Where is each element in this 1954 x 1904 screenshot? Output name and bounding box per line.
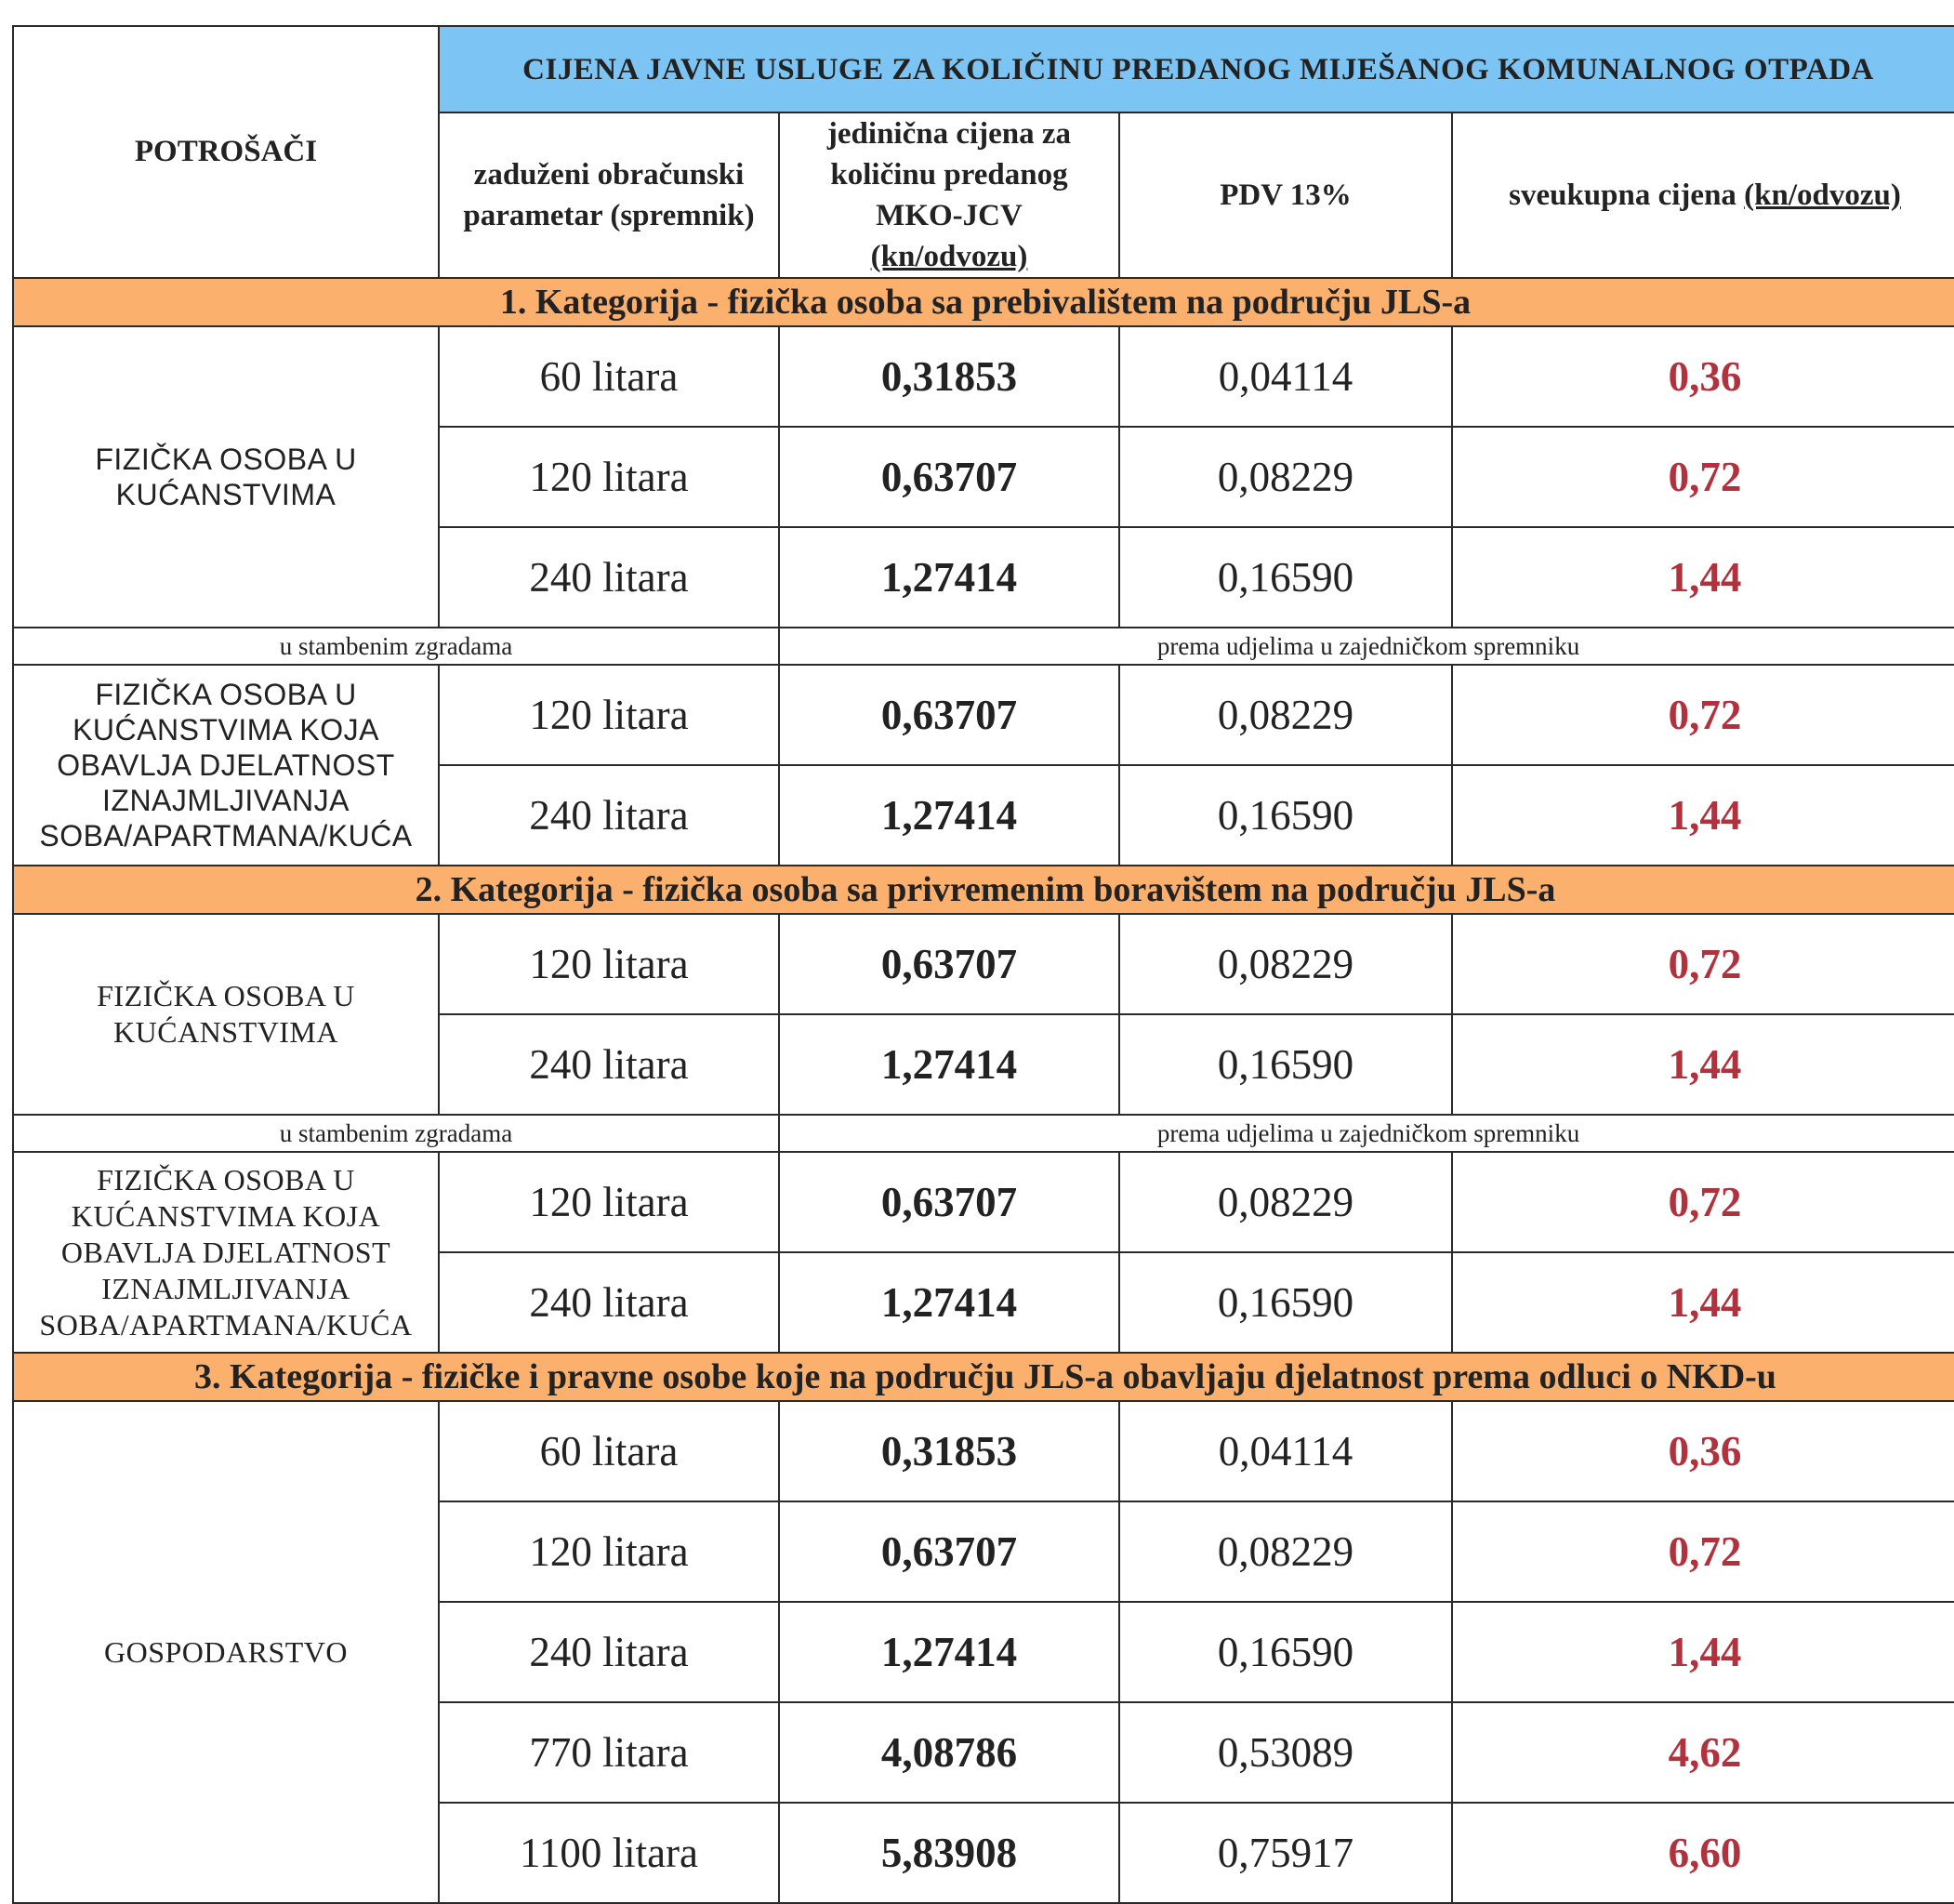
shared-container-note: prema udjelima u zajedničkom spremniku (779, 1115, 1954, 1152)
total-price: 0,36 (1452, 326, 1954, 427)
container-size: 120 litara (439, 1152, 779, 1252)
group-business: GOSPODARSTVO (13, 1401, 439, 1903)
category-3-title: 3. Kategorija - fizičke i pravne osobe koje na području JLS-a obavljaju djelatnost prema odluci o NKD-u (13, 1353, 1954, 1401)
vat-amount: 0,04114 (1119, 326, 1452, 427)
group-rental: FIZIČKA OSOBA U KUĆANSTVIMA KOJA OBAVLJA DJELATNOST IZNAJMLJIVANJA SOBA/APARTMANA/KUĆA (13, 1152, 439, 1353)
category-1-title: 1. Kategorija - fizička osoba sa prebivalištem na području JLS-a (13, 278, 1954, 326)
vat-amount: 0,04114 (1119, 1401, 1452, 1501)
header-row-1 (13, 26, 1954, 112)
group-household: FIZIČKA OSOBA U KUĆANSTVIMA (13, 914, 439, 1115)
total-price-unit: (kn/odvozu) (1744, 178, 1901, 212)
table-row (13, 665, 1954, 765)
unit-price-unit: (kn/odvozu) (870, 240, 1028, 273)
container-size: 240 litara (439, 1602, 779, 1702)
main-title: CIJENA JAVNE USLUGE ZA KOLIČINU PREDANOG MIJEŠANOG KOMUNALNOG OTPADA (439, 26, 1954, 112)
unit-price: 1,27414 (779, 1014, 1119, 1115)
container-size: 60 litara (439, 326, 779, 427)
vat-amount: 0,08229 (1119, 665, 1452, 765)
vat-column-header: PDV 13% (1119, 112, 1452, 278)
table-row (13, 1152, 1954, 1252)
vat-amount: 0,75917 (1119, 1803, 1452, 1903)
unit-price: 1,27414 (779, 1602, 1119, 1702)
vat-amount: 0,08229 (1119, 1152, 1452, 1252)
total-price: 6,60 (1452, 1803, 1954, 1903)
unit-price: 0,31853 (779, 326, 1119, 427)
vat-amount: 0,53089 (1119, 1702, 1452, 1803)
unit-price: 0,31853 (779, 1401, 1119, 1501)
unit-price-label: jedinična cijena za količinu predanog MKO-JCV (826, 117, 1072, 232)
vat-amount: 0,16590 (1119, 527, 1452, 628)
container-size: 120 litara (439, 665, 779, 765)
group-household: FIZIČKA OSOBA U KUĆANSTVIMA (13, 326, 439, 628)
total-column-header (1452, 112, 1954, 278)
group-rental: FIZIČKA OSOBA U KUĆANSTVIMA KOJA OBAVLJA DJELATNOST IZNAJMLJIVANJA SOBA/APARTMANA/KUĆA (13, 665, 439, 866)
unit-price: 1,27414 (779, 765, 1119, 866)
table-row (13, 1401, 1954, 1501)
unit-price: 1,27414 (779, 1252, 1119, 1353)
container-size: 240 litara (439, 765, 779, 866)
total-price: 0,72 (1452, 427, 1954, 527)
residential-note: u stambenim zgradama (13, 1115, 779, 1152)
vat-amount: 0,16590 (1119, 765, 1452, 866)
unit-price: 4,08786 (779, 1702, 1119, 1803)
unit-price-column-header (779, 112, 1119, 278)
shared-container-note: prema udjelima u zajedničkom spremniku (779, 628, 1954, 665)
category-3-row (13, 1353, 1954, 1401)
table-row (13, 326, 1954, 427)
container-size: 120 litara (439, 914, 779, 1014)
category-1-row (13, 278, 1954, 326)
total-price: 0,72 (1452, 665, 1954, 765)
container-size: 240 litara (439, 527, 779, 628)
container-size: 1100 litara (439, 1803, 779, 1903)
total-price: 0,72 (1452, 914, 1954, 1014)
container-size: 240 litara (439, 1252, 779, 1353)
container-size: 60 litara (439, 1401, 779, 1501)
total-price: 1,44 (1452, 527, 1954, 628)
category-2-title: 2. Kategorija - fizička osoba sa privremenim boravištem na području JLS-a (13, 866, 1954, 914)
unit-price: 5,83908 (779, 1803, 1119, 1903)
total-price: 0,72 (1452, 1501, 1954, 1602)
table-row (13, 914, 1954, 1014)
consumers-header: POTROŠAČI (13, 26, 439, 278)
category-2-row (13, 866, 1954, 914)
unit-price: 0,63707 (779, 914, 1119, 1014)
vat-amount: 0,08229 (1119, 914, 1452, 1014)
total-price: 1,44 (1452, 1014, 1954, 1115)
vat-amount: 0,16590 (1119, 1252, 1452, 1353)
residential-note: u stambenim zgradama (13, 628, 779, 665)
price-table (12, 25, 1954, 1904)
vat-amount: 0,08229 (1119, 427, 1452, 527)
container-size: 240 litara (439, 1014, 779, 1115)
vat-amount: 0,16590 (1119, 1602, 1452, 1702)
param-column-header: zaduženi obračunski parametar (spremnik) (439, 112, 779, 278)
unit-price: 1,27414 (779, 527, 1119, 628)
total-price: 0,72 (1452, 1152, 1954, 1252)
total-price: 1,44 (1452, 1252, 1954, 1353)
total-price: 0,36 (1452, 1401, 1954, 1501)
unit-price: 0,63707 (779, 1152, 1119, 1252)
container-size: 770 litara (439, 1702, 779, 1803)
total-price-label: sveukupna cijena (1509, 178, 1736, 212)
note-row (13, 1115, 1954, 1152)
container-size: 120 litara (439, 427, 779, 527)
total-price: 4,62 (1452, 1702, 1954, 1803)
note-row (13, 628, 1954, 665)
total-price: 1,44 (1452, 765, 1954, 866)
unit-price: 0,63707 (779, 1501, 1119, 1602)
vat-amount: 0,16590 (1119, 1014, 1452, 1115)
container-size: 120 litara (439, 1501, 779, 1602)
unit-price: 0,63707 (779, 427, 1119, 527)
vat-amount: 0,08229 (1119, 1501, 1452, 1602)
total-price: 1,44 (1452, 1602, 1954, 1702)
unit-price: 0,63707 (779, 665, 1119, 765)
